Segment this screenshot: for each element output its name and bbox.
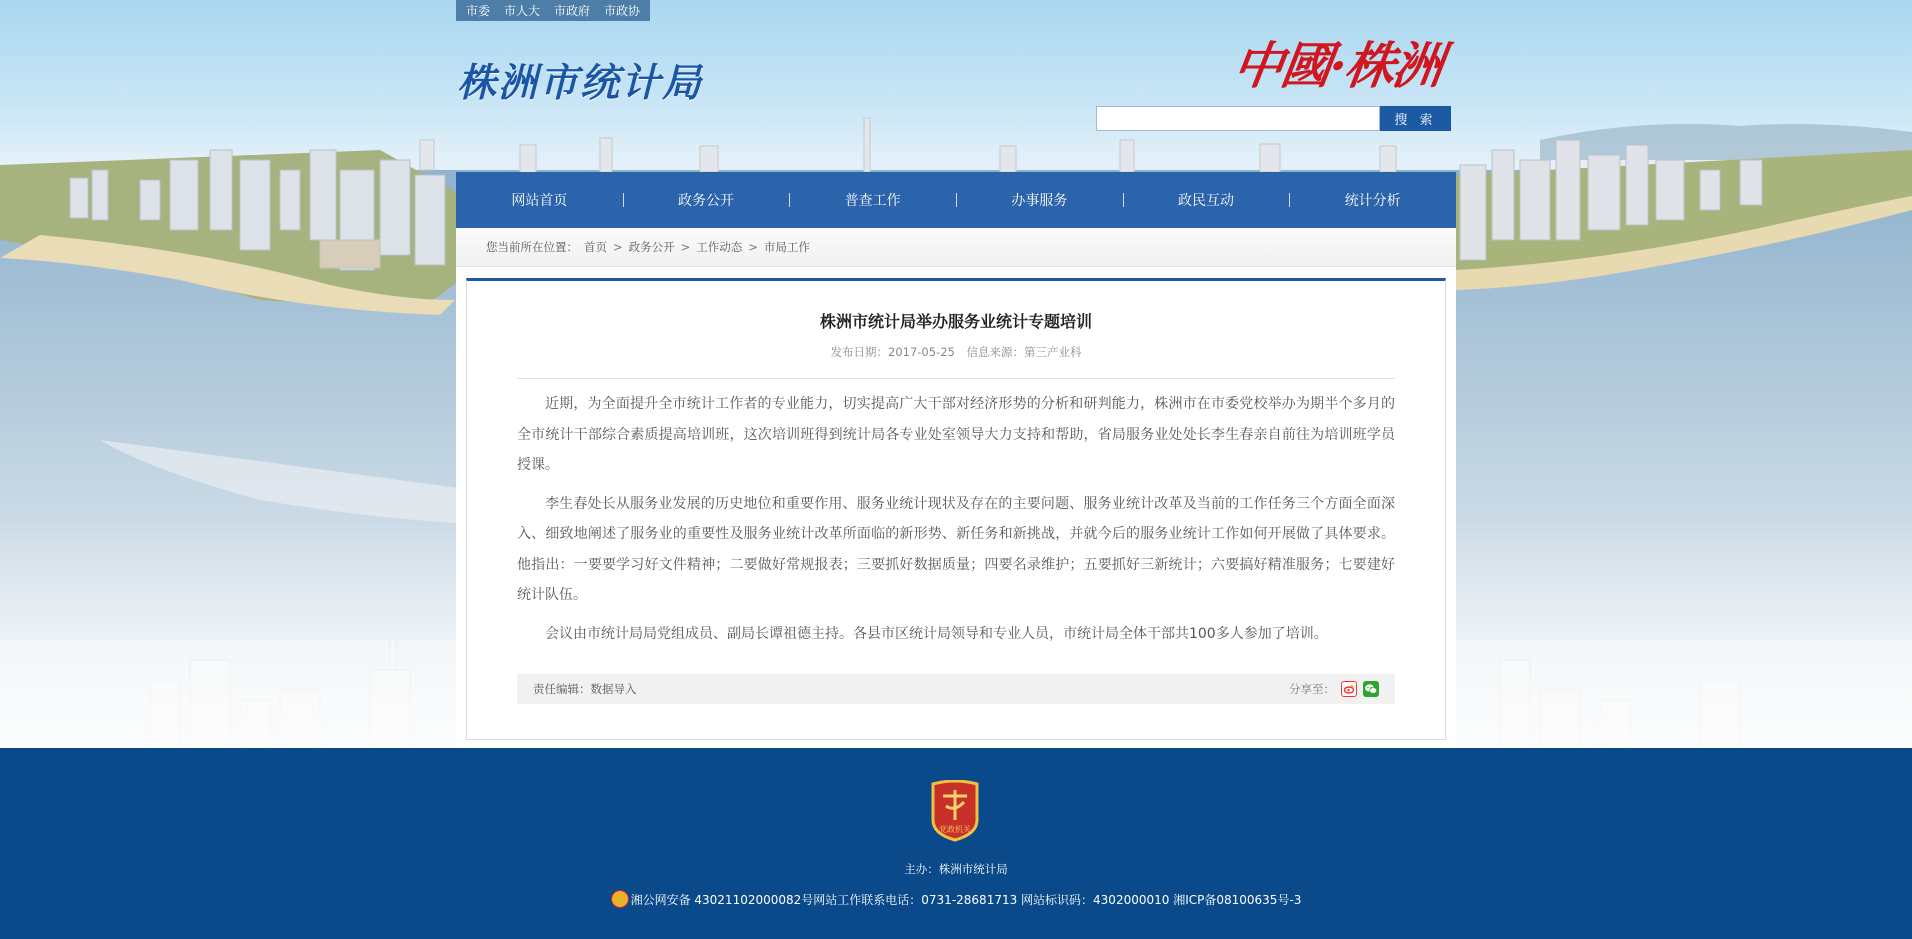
breadcrumb-work-news[interactable]: 工作动态 xyxy=(696,240,743,254)
weibo-icon[interactable] xyxy=(1341,681,1357,697)
nav-item-statistics-analysis[interactable]: 统计分析 xyxy=(1289,172,1456,228)
article-paragraph: 李生春处长从服务业发展的历史地位和重要作用、服务业统计现状及存在的主要问题、服务业统计改革及当前的工作任务三个方面全面深入、细致地阐述了服务业的重要性及服务业统计改革所面临的新形势、新任务和新挑战，并就今后的服务业统计工作如何开展做了具体要求。他指出：一要要学习好文件精神；二要做好常规报表；三要抓好数据质量；四要名录维护；五要抓好三新统计；六要搞好精准服务；七要建好统计队伍。 xyxy=(517,495,1395,603)
search-input[interactable] xyxy=(1096,106,1380,131)
article-paragraph: 会议由市统计局局党组成员、副局长谭祖德主持。各县市区统计局领导和专业人员，市统计局全体干部共100多人参加了培训。 xyxy=(545,625,1328,642)
nav-item-home[interactable]: 网站首页 xyxy=(511,193,568,209)
article-date: 发布日期：2017-05-25 xyxy=(830,345,955,359)
article-paragraph: 近期，为全面提升全市统计工作者的专业能力，切实提高广大干部对经济形势的分析和研判能力，株洲市在市委党校举办为期半个多月的全市统计干部综合素质提高培训班，这次培训班得到统计局各专业处室领导大力支持和帮助，省局服务业处处长李生春亲自前往为培训班学员授课。 xyxy=(517,396,1395,473)
breadcrumb-separator: > xyxy=(680,240,691,254)
party-government-emblem-icon[interactable] xyxy=(929,780,981,842)
article-divider xyxy=(517,378,1395,379)
top-links-bar xyxy=(456,0,650,21)
nav-item-government-affairs[interactable]: 政务公开 xyxy=(623,172,790,228)
nav-item-census-work[interactable]: 普查工作 xyxy=(789,172,956,228)
breadcrumb-separator: > xyxy=(613,240,623,254)
breadcrumb xyxy=(456,228,1456,267)
main-nav xyxy=(456,172,1456,228)
share-group xyxy=(1289,681,1379,697)
footer-info-row xyxy=(0,890,1912,908)
breadcrumb-prefix: 您当前所在位置： xyxy=(486,240,578,254)
footer-info[interactable]: 湘公网安备 43021102000082号网站工作联系电话：0731-28681713 网站标识码：4302000010 湘ICP备08100635号-3 xyxy=(630,892,1302,907)
breadcrumb-separator: > xyxy=(748,240,758,254)
article-body xyxy=(517,389,1395,657)
site-title-logo[interactable]: 株洲市统计局 xyxy=(457,61,704,106)
breadcrumb-government-affairs[interactable]: 政务公开 xyxy=(628,240,675,254)
footer-host: 主办：株洲市统计局 xyxy=(904,862,1008,876)
content-panel xyxy=(456,228,1456,748)
breadcrumb-bureau-work[interactable]: 市局工作 xyxy=(763,240,810,254)
topbar-link-cppcc[interactable]: 市政协 xyxy=(604,4,641,18)
topbar-link-peoples-congress[interactable]: 市人大 xyxy=(504,4,541,18)
topbar-link-government[interactable]: 市政府 xyxy=(554,4,591,18)
article-editor: 责任编辑：数据导入 xyxy=(533,682,637,696)
search-bar xyxy=(1096,106,1451,131)
article-meta xyxy=(467,344,1445,360)
article-footer-bar xyxy=(517,674,1395,704)
share-label: 分享至： xyxy=(1289,682,1335,696)
calligraphy-logo: 中國·株洲 xyxy=(1229,36,1446,95)
nav-item-services[interactable]: 办事服务 xyxy=(956,172,1123,228)
search-button[interactable]: 搜 索 xyxy=(1380,106,1451,131)
site-footer xyxy=(0,748,1912,939)
article-title: 株洲市统计局举办服务业统计专题培训 xyxy=(819,312,1092,331)
emblem-text: 党政机关 xyxy=(939,825,971,834)
wechat-icon[interactable] xyxy=(1363,681,1379,697)
article-box xyxy=(466,278,1446,740)
nav-item-interaction[interactable]: 政民互动 xyxy=(1123,172,1290,228)
breadcrumb-home[interactable]: 首页 xyxy=(584,240,607,254)
article-source: 信息来源：第三产业科 xyxy=(966,345,1082,359)
police-badge-icon xyxy=(611,890,629,908)
topbar-link-party-committee[interactable]: 市委 xyxy=(466,4,491,18)
